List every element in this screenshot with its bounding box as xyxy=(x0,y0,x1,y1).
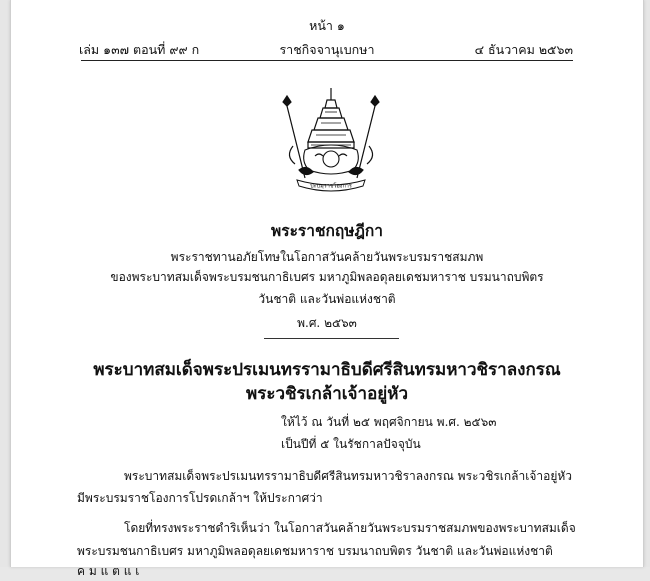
page-number: หน้า ๑ xyxy=(309,18,345,33)
header-divider xyxy=(81,60,573,61)
decree-subtitle-line-2: ของพระบาทสมเด็จพระบรมชนกาธิเบศร มหาภูมิพลอดุลยเดชมหาราช บรมนาถบพิตร xyxy=(110,270,544,284)
body-line-2: มีพระบรมราชโองการโปรดเกล้าฯ ให้ประกาศว่า xyxy=(77,491,323,505)
reign-year: เป็นปีที่ ๕ ในรัชกาลปัจจุบัน xyxy=(281,437,421,451)
decree-subtitle-line-3: วันชาติ และวันพ่อแห่งชาติ xyxy=(258,292,396,306)
decree-title: พระราชกฤษฎีกา xyxy=(271,221,383,240)
given-date: ให้ไว้ ณ วันที่ ๒๕ พฤศจิกายน พ.ศ. ๒๕๖๓ xyxy=(281,415,497,429)
royal-seal-icon xyxy=(275,86,387,194)
seal-inscription: ปะบมฺราชโองการ xyxy=(310,183,352,190)
body-line-1: พระบาทสมเด็จพระปรเมนทรรามาธิบดีศรีสินทรมหาวชิราลงกรณ พระวชิรเกล้าเจ้าอยู่หัว xyxy=(124,469,573,483)
body-line-5-partial: ค ม แ ต แ เ xyxy=(77,564,140,578)
title-divider xyxy=(264,338,399,339)
publication-date: ๔ ธันวาคม ๒๕๖๓ xyxy=(474,42,573,57)
decree-subtitle-line-1: พระราชทานอภัยโทษในโอกาสวันคล้ายวันพระบรมราชสมภพ xyxy=(170,250,484,264)
volume-issue: เล่ม ๑๓๗ ตอนที่ ๙๙ ก xyxy=(79,42,200,57)
document-page xyxy=(10,0,644,578)
body-line-3: โดยที่ทรงพระราชดำริเห็นว่า ในโอกาสวันคล้ายวันพระบรมราชสมภพของพระบาทสมเด็จ xyxy=(124,521,576,535)
decree-year: พ.ศ. ๒๕๖๓ xyxy=(297,316,357,330)
body-line-4: พระบรมชนกาธิเบศร มหาภูมิพลอดุลยเดชมหาราช บรมนาถบพิตร วันชาติ และวันพ่อแห่งชาติ xyxy=(77,544,553,558)
king-name-line-2: พระวชิรเกล้าเจ้าอยู่หัว xyxy=(246,384,408,404)
king-name-line-1: พระบาทสมเด็จพระปรเมนทรรามาธิบดีศรีสินทรมหาวชิราลงกรณ xyxy=(93,360,561,380)
gazette-name: ราชกิจจานุเบกษา xyxy=(279,42,375,57)
